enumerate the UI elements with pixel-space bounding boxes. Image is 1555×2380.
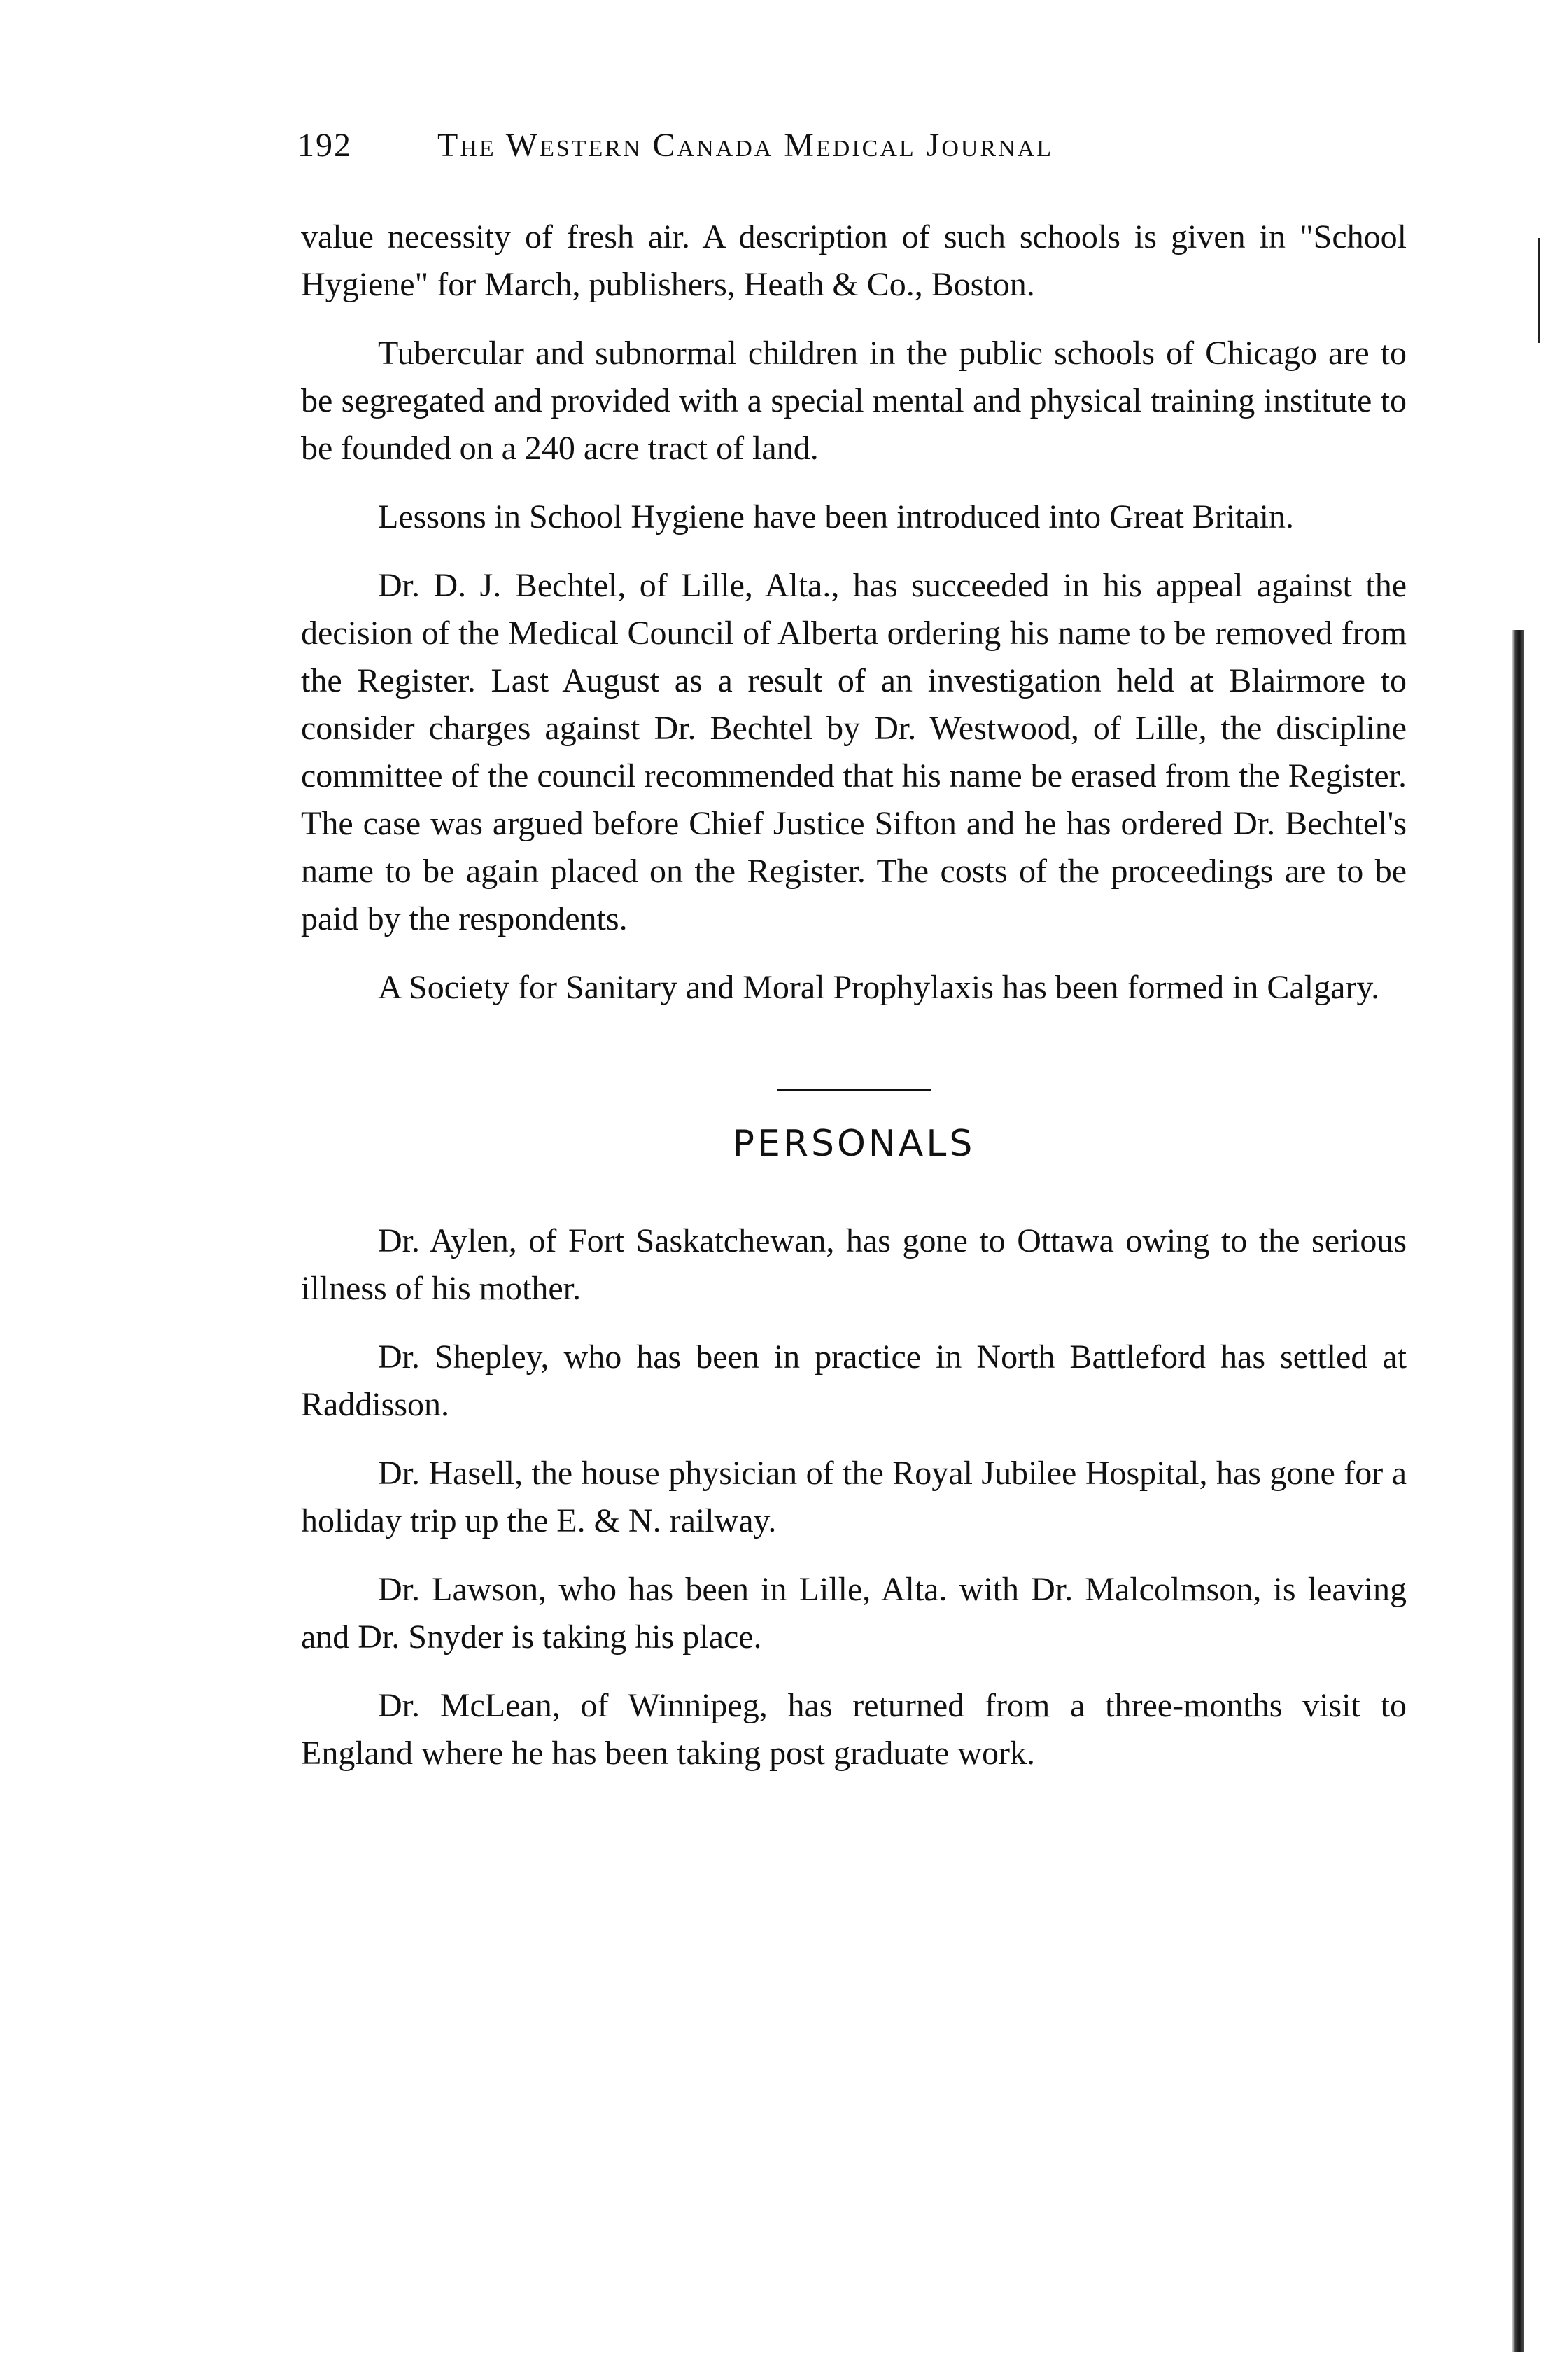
paragraph-bechtel-appeal: Dr. D. J. Bechtel, of Lille, Alta., has succeeded in his appeal against the decision of the Medical Council of Alberta ordering his name to be removed from the Register. Last August as a result of an investigation held at Blairmore to consider charges against Dr. Bechtel by Dr. Westwood, of Lille, the discipline committee of the council recommended that his name be erased from the Register. The case was argued before Chief Justice Sifton and he has ordered Dr. Bechtel's name to be again placed on the Register. The costs of the proceedings are to be paid by the respondents. bbox=[301, 567, 1407, 937]
personal-item-hasell: Dr. Hasell, the house physician of the Royal Jubilee Hospital, has gone for a holiday trip up the E. & N. railway. bbox=[301, 1455, 1407, 1539]
journal-title: The Western Canada Medical Journal bbox=[437, 127, 1053, 164]
paragraph-great-britain: Lessons in School Hygiene have been introduced into Great Britain. bbox=[378, 498, 1295, 536]
personal-item-mclean: Dr. McLean, of Winnipeg, has returned from a three-months visit to England where he has been taking post graduate work. bbox=[301, 1687, 1407, 1772]
personal-item-aylen: Dr. Aylen, of Fort Saskatchewan, has gone to Ottawa owing to the serious illness of his mother. bbox=[301, 1222, 1407, 1307]
scan-binding-edge bbox=[1512, 630, 1524, 2352]
page-body bbox=[301, 214, 1407, 1798]
section-divider bbox=[777, 1088, 931, 1091]
personals-heading: PERSONALS bbox=[732, 1123, 976, 1165]
personal-item-lawson: Dr. Lawson, who has been in Lille, Alta. with Dr. Malcolmson, is leaving and Dr. Snyder is taking his place. bbox=[301, 1571, 1407, 1656]
page-number: 192 bbox=[297, 127, 352, 164]
personal-item-shepley: Dr. Shepley, who has been in practice in North Battleford has settled at Raddisson. bbox=[301, 1338, 1407, 1423]
page-edge-mark bbox=[1538, 238, 1540, 343]
paragraph-school-hygiene-continued: value necessity of fresh air. A description of such schools is given in "School Hygiene" for March, publishers, Heath & Co., Boston. bbox=[301, 218, 1407, 303]
running-header bbox=[297, 126, 1417, 175]
paragraph-chicago-schools: Tubercular and subnormal children in the public schools of Chicago are to be segregated and provided with a special mental and physical training institute to be founded on a 240 acre tract of land. bbox=[301, 335, 1407, 467]
paragraph-calgary-society: A Society for Sanitary and Moral Prophylaxis has been formed in Calgary. bbox=[378, 969, 1380, 1006]
